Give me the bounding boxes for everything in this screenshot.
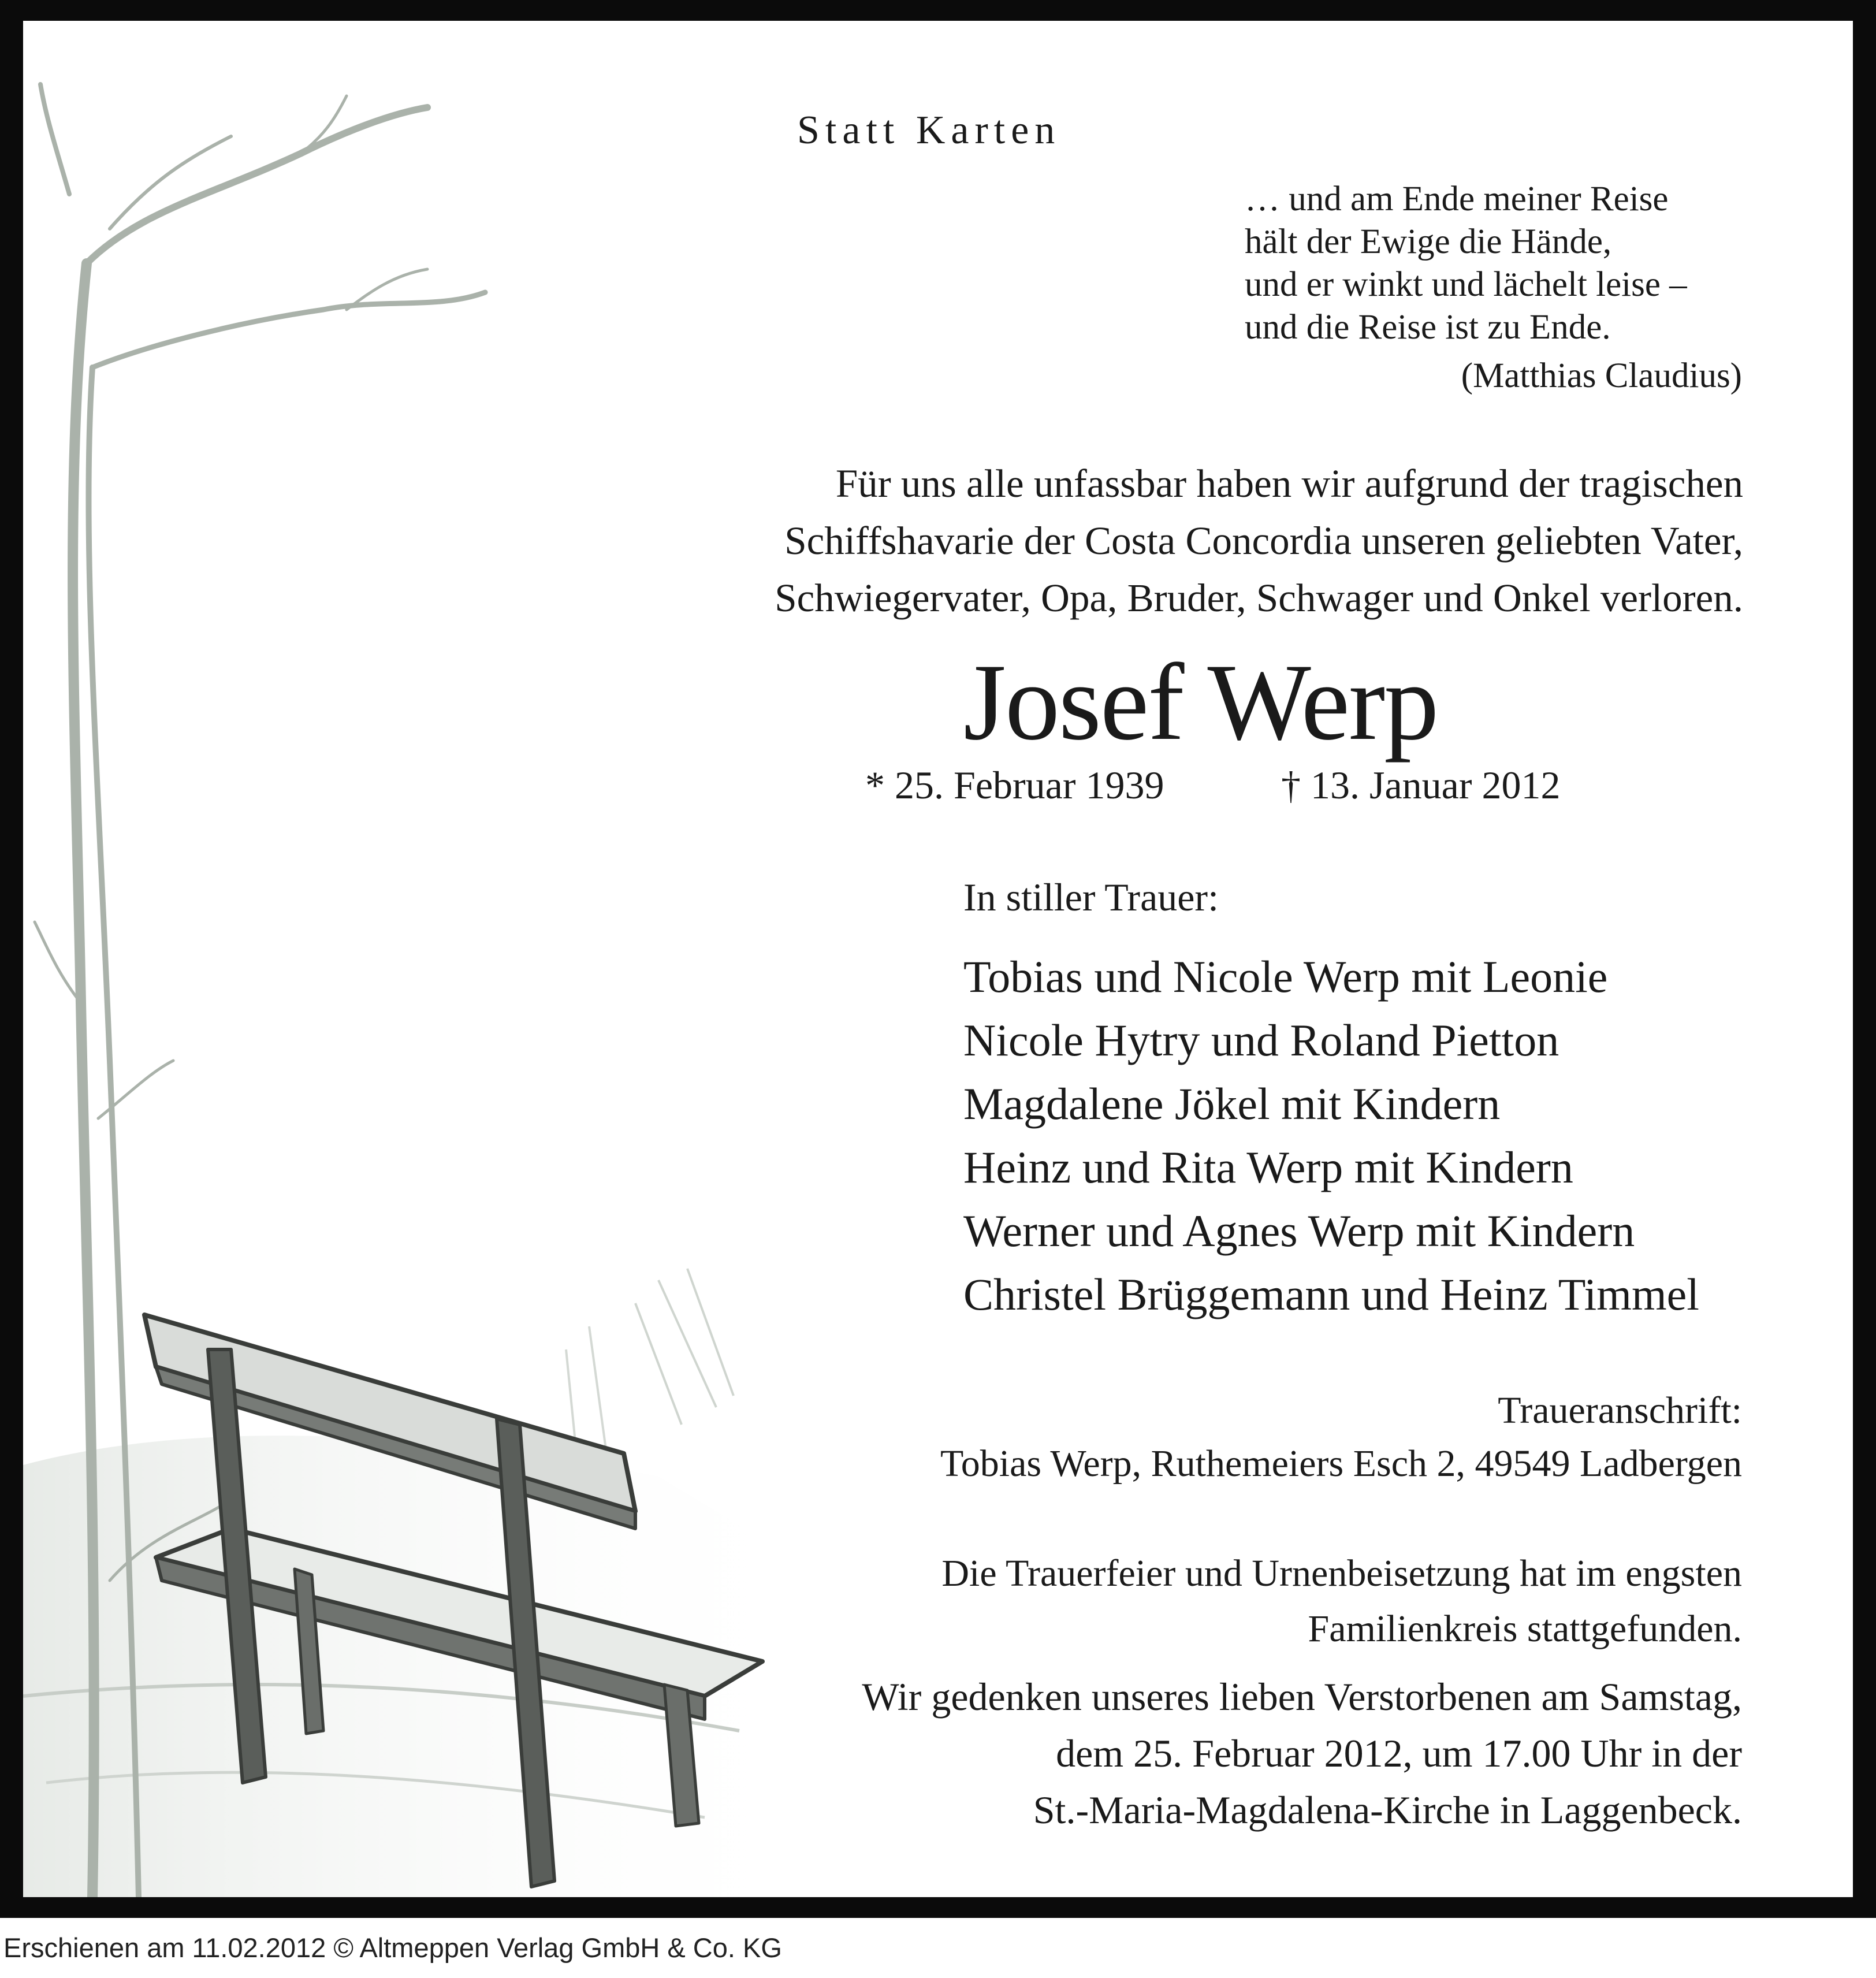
memorial-service-note <box>862 1668 1742 1838</box>
poem-author: (Matthias Claudius) <box>1461 356 1742 395</box>
memorial-line: Wir gedenken unseres lieben Verstorbenen am Samstag, <box>862 1675 1742 1719</box>
poem-line: und er winkt und lächelt leise – <box>1245 265 1687 304</box>
mourner-entry: Magdalene Jökel mit Kindern <box>963 1079 1501 1129</box>
intro-line: Schwiegervater, Opa, Bruder, Schwager und Onkel verloren. <box>775 576 1743 620</box>
mourner-entry: Heinz und Rita Werp mit Kindern <box>963 1142 1573 1192</box>
mourning-label: In stiller Trauer: <box>963 875 1219 919</box>
memorial-line: St.-Maria-Magdalena-Kirche in Laggenbeck. <box>1033 1788 1742 1832</box>
poem-line: hält der Ewige die Hände, <box>1245 222 1612 261</box>
obituary-card <box>23 21 1853 1897</box>
intro-line: Für uns alle unfassbar haben wir aufgrund der tragischen <box>835 462 1743 505</box>
poem-line: … und am Ende meiner Reise <box>1245 180 1669 218</box>
address-value: Tobias Werp, Ruthemeiers Esch 2, 49549 Ladbergen <box>940 1442 1742 1485</box>
address-label: Traueranschrift: <box>1498 1389 1742 1432</box>
ceremony-note <box>941 1546 1742 1657</box>
mourner-entry: Tobias und Nicole Werp mit Leonie <box>963 951 1608 1002</box>
birth-date: * 25. Februar 1939 <box>865 763 1164 807</box>
statt-karten-heading: Statt Karten <box>797 108 1061 153</box>
mourner-entry: Werner und Agnes Werp mit Kindern <box>963 1206 1635 1256</box>
ceremony-line: Familienkreis stattgefunden. <box>1308 1608 1742 1650</box>
poem-verse <box>1245 178 1687 349</box>
intro-paragraph <box>775 455 1743 627</box>
poem-line: und die Reise ist zu Ende. <box>1245 308 1611 347</box>
mourners-list <box>963 945 1699 1326</box>
intro-line: Schiffshavarie der Costa Concordia unseren geliebten Vater, <box>784 519 1743 563</box>
publication-footer: Erschienen am 11.02.2012 © Altmeppen Verlag GmbH & Co. KG <box>3 1932 782 1963</box>
deceased-name: Josef Werp <box>963 642 1438 763</box>
mourner-entry: Nicole Hytry und Roland Pietton <box>963 1015 1559 1065</box>
death-date: † 13. Januar 2012 <box>1281 763 1561 807</box>
ceremony-line: Die Trauerfeier und Urnenbeisetzung hat im engsten <box>941 1552 1742 1594</box>
mourner-entry: Christel Brüggemann und Heinz Timmel <box>963 1269 1699 1319</box>
memorial-line: dem 25. Februar 2012, um 17.00 Uhr in der <box>1056 1731 1742 1775</box>
